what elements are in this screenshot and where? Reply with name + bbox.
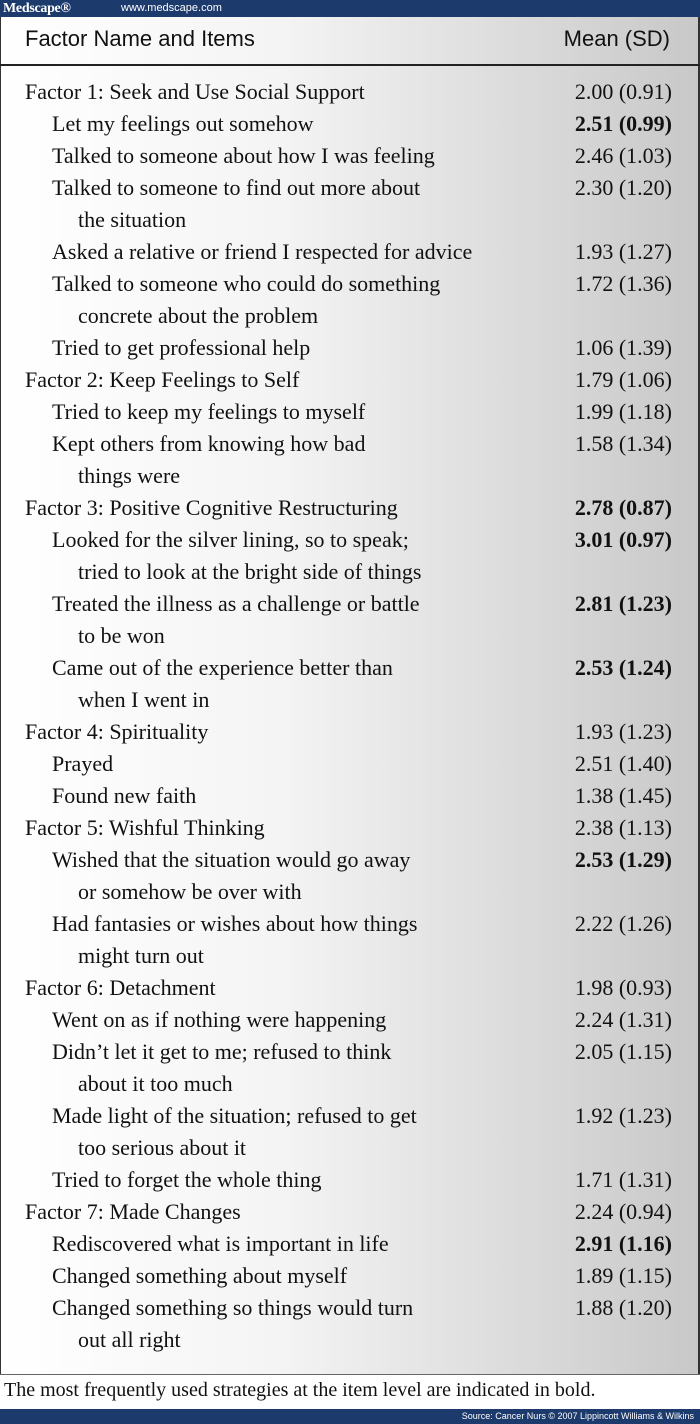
item-row bbox=[0, 748, 700, 780]
column-header-factor: Factor Name and Items bbox=[25, 26, 255, 51]
label-continuation: too serious about it bbox=[78, 1135, 247, 1160]
label-line: Factor 6: Detachment bbox=[25, 975, 216, 1000]
label-continuation: tried to look at the bright side of things bbox=[78, 559, 422, 584]
label-line: Went on as if nothing were happening bbox=[52, 1007, 387, 1032]
item-row bbox=[0, 652, 700, 716]
label-continuation: concrete about the problem bbox=[78, 303, 319, 328]
item-row bbox=[0, 108, 700, 140]
label-line: Factor 4: Spirituality bbox=[25, 719, 209, 744]
label-continuation: about it too much bbox=[78, 1071, 233, 1096]
factor-name bbox=[25, 364, 525, 396]
label-line: Factor 3: Positive Cognitive Restructuring bbox=[25, 495, 398, 520]
mean-sd-value: 1.92 (1.23) bbox=[574, 1103, 672, 1128]
item-text bbox=[52, 396, 552, 428]
column-header-mean-sd: Mean (SD) bbox=[563, 26, 670, 51]
item-text bbox=[52, 652, 552, 716]
label-line: Wished that the situation would go away bbox=[52, 847, 411, 872]
factor-row bbox=[0, 812, 700, 844]
item-text bbox=[52, 268, 552, 332]
label-continuation: when I went in bbox=[78, 687, 210, 712]
mean-sd-value: 2.24 (1.31) bbox=[574, 1007, 672, 1032]
item-text bbox=[52, 108, 552, 140]
mean-sd-value: 1.72 (1.36) bbox=[574, 271, 672, 296]
mean-sd-value: 2.51 (1.40) bbox=[574, 751, 672, 776]
mean-sd-value: 2.30 (1.20) bbox=[574, 175, 672, 200]
item-text bbox=[52, 1004, 552, 1036]
label-line: Had fantasies or wishes about how things bbox=[52, 911, 418, 936]
label-line: Came out of the experience better than bbox=[52, 655, 393, 680]
label-line: Talked to someone about how I was feeling bbox=[52, 143, 435, 168]
mean-sd-value: 1.71 (1.31) bbox=[574, 1167, 672, 1192]
item-row bbox=[0, 1292, 700, 1356]
item-text bbox=[52, 588, 552, 652]
item-text bbox=[52, 844, 552, 908]
item-text bbox=[52, 908, 552, 972]
header-rule bbox=[0, 64, 700, 66]
label-continuation: out all right bbox=[78, 1327, 181, 1352]
label-line: Rediscovered what is important in life bbox=[52, 1231, 389, 1256]
item-row bbox=[0, 396, 700, 428]
item-text bbox=[52, 780, 552, 812]
mean-sd-value: 2.24 (0.94) bbox=[574, 1199, 672, 1224]
factor-row bbox=[0, 492, 700, 524]
item-row bbox=[0, 172, 700, 236]
mean-sd-value: 2.38 (1.13) bbox=[574, 815, 672, 840]
table-header bbox=[0, 17, 700, 64]
item-text bbox=[52, 428, 552, 492]
factor-name bbox=[25, 812, 525, 844]
source-credit: Source: Cancer Nurs © 2007 Lippincott Williams & Wilkins bbox=[461, 1411, 694, 1421]
mean-sd-value: 1.88 (1.20) bbox=[574, 1295, 672, 1320]
item-row bbox=[0, 1004, 700, 1036]
label-line: Prayed bbox=[52, 751, 114, 776]
site-url[interactable]: www.medscape.com bbox=[121, 2, 222, 14]
factor-row bbox=[0, 76, 700, 108]
mean-sd-value: 1.58 (1.34) bbox=[574, 431, 672, 456]
mean-sd-value: 2.22 (1.26) bbox=[574, 911, 672, 936]
label-continuation: to be won bbox=[78, 623, 165, 648]
top-banner bbox=[0, 0, 700, 17]
mean-sd-value: 1.99 (1.18) bbox=[574, 399, 672, 424]
medscape-logo: Medscape® bbox=[3, 1, 71, 16]
mean-sd-value: 1.93 (1.27) bbox=[574, 239, 672, 264]
item-row bbox=[0, 268, 700, 332]
label-line: Made light of the situation; refused to get bbox=[52, 1103, 417, 1128]
mean-sd-value: 2.51 (0.99) bbox=[574, 111, 672, 136]
item-text bbox=[52, 172, 552, 236]
label-line: Factor 5: Wishful Thinking bbox=[25, 815, 265, 840]
label-line: Changed something about myself bbox=[52, 1263, 348, 1288]
mean-sd-value: 1.98 (0.93) bbox=[574, 975, 672, 1000]
item-row bbox=[0, 1036, 700, 1100]
item-row bbox=[0, 1260, 700, 1292]
item-row bbox=[0, 588, 700, 652]
item-row bbox=[0, 844, 700, 908]
label-line: Didn’t let it get to me; refused to think bbox=[52, 1039, 392, 1064]
mean-sd-value: 2.78 (0.87) bbox=[574, 495, 672, 520]
mean-sd-value: 1.06 (1.39) bbox=[574, 335, 672, 360]
item-text bbox=[52, 140, 552, 172]
item-text bbox=[52, 1292, 552, 1356]
mean-sd-value: 1.89 (1.15) bbox=[574, 1263, 672, 1288]
mean-sd-value: 2.00 (0.91) bbox=[574, 79, 672, 104]
item-row bbox=[0, 1228, 700, 1260]
footnote bbox=[0, 1377, 700, 1403]
label-line: Found new faith bbox=[52, 783, 197, 808]
item-text bbox=[52, 1100, 552, 1164]
bottom-banner bbox=[0, 1409, 700, 1424]
mean-sd-value: 1.93 (1.23) bbox=[574, 719, 672, 744]
label-line: Factor 7: Made Changes bbox=[25, 1199, 241, 1224]
item-text bbox=[52, 524, 552, 588]
label-line: Treated the illness as a challenge or battle bbox=[52, 591, 420, 616]
item-row bbox=[0, 908, 700, 972]
item-text bbox=[52, 1164, 552, 1196]
label-line: Tried to keep my feelings to myself bbox=[52, 399, 366, 424]
item-row bbox=[0, 332, 700, 364]
label-line: Talked to someone to find out more about bbox=[52, 175, 421, 200]
label-line: Tried to forget the whole thing bbox=[52, 1167, 322, 1192]
item-text bbox=[52, 748, 552, 780]
label-line: Let my feelings out somehow bbox=[52, 111, 314, 136]
mean-sd-value: 2.46 (1.03) bbox=[574, 143, 672, 168]
item-text bbox=[52, 1228, 552, 1260]
label-line: Factor 2: Keep Feelings to Self bbox=[25, 367, 300, 392]
item-row bbox=[0, 524, 700, 588]
item-text bbox=[52, 1260, 552, 1292]
mean-sd-value: 1.79 (1.06) bbox=[574, 367, 672, 392]
factor-row bbox=[0, 716, 700, 748]
factor-row bbox=[0, 972, 700, 1004]
label-continuation: the situation bbox=[78, 207, 187, 232]
label-line: Asked a relative or friend I respected for advice bbox=[52, 239, 473, 264]
mean-sd-value: 2.53 (1.24) bbox=[574, 655, 672, 680]
mean-sd-value: 2.53 (1.29) bbox=[574, 847, 672, 872]
item-row bbox=[0, 780, 700, 812]
mean-sd-value: 1.38 (1.45) bbox=[574, 783, 672, 808]
item-row bbox=[0, 236, 700, 268]
factor-row bbox=[0, 1196, 700, 1228]
mean-sd-value: 2.81 (1.23) bbox=[574, 591, 672, 616]
label-line: Talked to someone who could do something bbox=[52, 271, 441, 296]
item-text bbox=[52, 332, 552, 364]
label-line: Changed something so things would turn bbox=[52, 1295, 414, 1320]
factor-name bbox=[25, 716, 525, 748]
factor-name bbox=[25, 492, 525, 524]
item-text bbox=[52, 1036, 552, 1100]
table-bottom-rule bbox=[0, 1374, 700, 1375]
item-row bbox=[0, 1164, 700, 1196]
mean-sd-value: 3.01 (0.97) bbox=[574, 527, 672, 552]
mean-sd-value: 2.05 (1.15) bbox=[574, 1039, 672, 1064]
table-body bbox=[0, 76, 700, 1356]
factor-name bbox=[25, 76, 525, 108]
label-continuation: or somehow be over with bbox=[78, 879, 302, 904]
footnote-text: The most frequently used strategies at the item level are indicated in bold. bbox=[4, 1379, 596, 1401]
label-line: Factor 1: Seek and Use Social Support bbox=[25, 79, 365, 104]
label-line: Tried to get professional help bbox=[52, 335, 311, 360]
label-line: Kept others from knowing how bad bbox=[52, 431, 366, 456]
label-line: Looked for the silver lining, so to speak; bbox=[52, 527, 409, 552]
factor-row bbox=[0, 364, 700, 396]
item-row bbox=[0, 1100, 700, 1164]
item-row bbox=[0, 428, 700, 492]
label-continuation: might turn out bbox=[78, 943, 204, 968]
item-text bbox=[52, 236, 552, 268]
factor-name bbox=[25, 1196, 525, 1228]
mean-sd-value: 2.91 (1.16) bbox=[574, 1231, 672, 1256]
label-continuation: things were bbox=[78, 463, 181, 488]
item-row bbox=[0, 140, 700, 172]
factor-name bbox=[25, 972, 525, 1004]
